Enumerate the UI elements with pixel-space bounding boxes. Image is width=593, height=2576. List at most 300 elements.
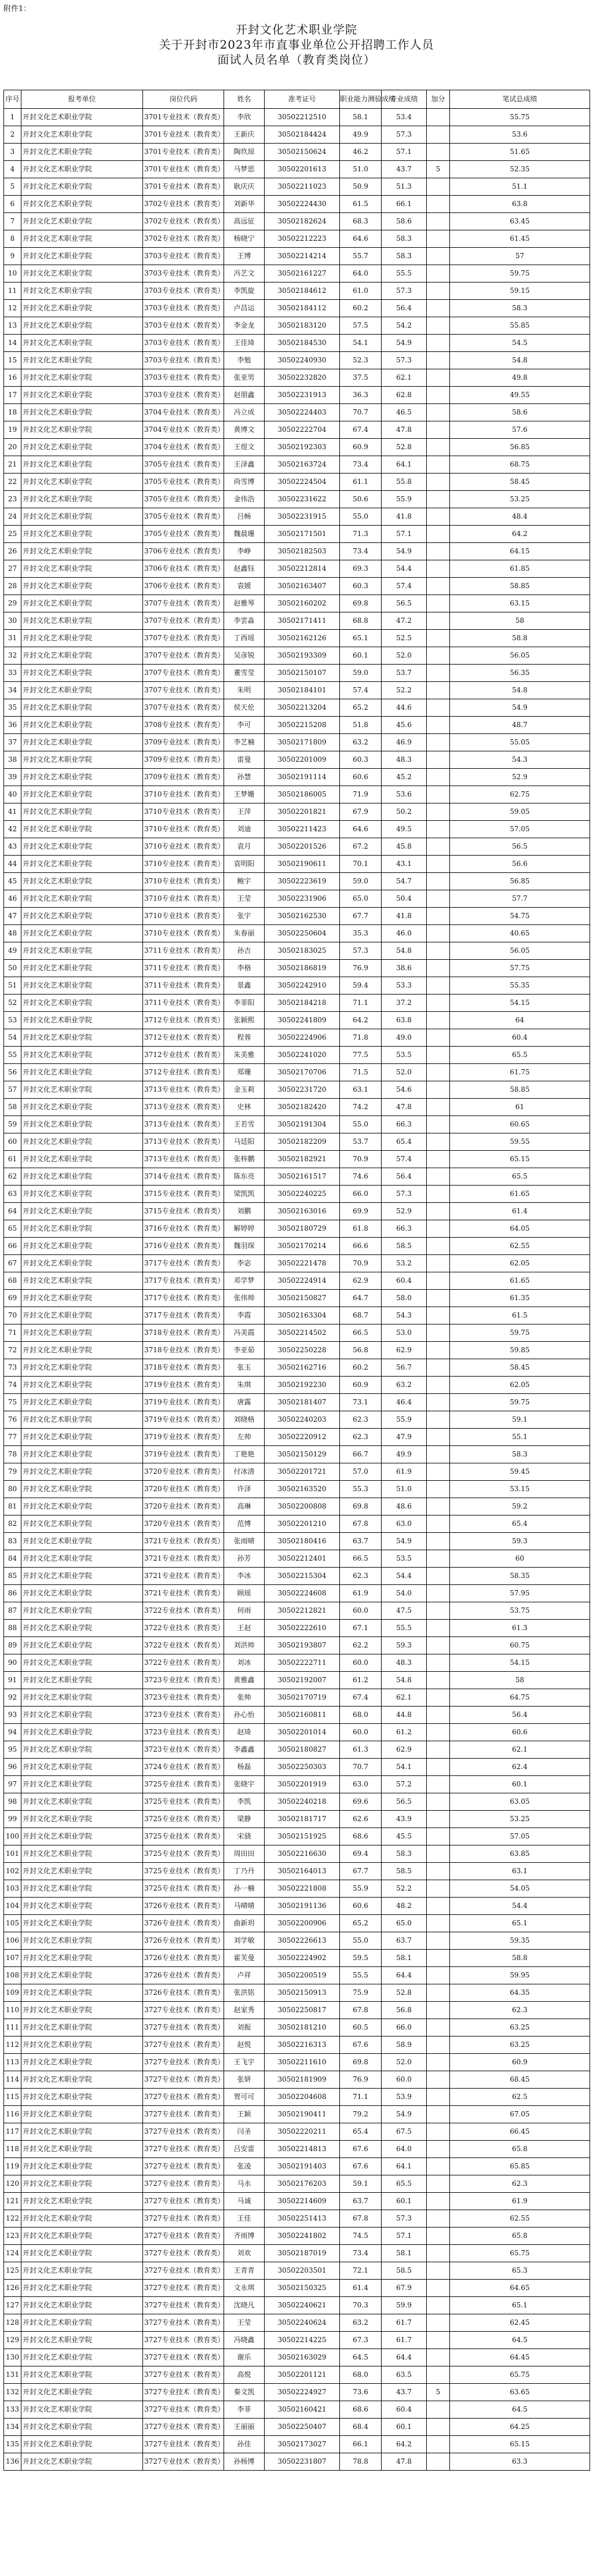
cell-unit: 开封文化艺术职业学院	[21, 856, 143, 873]
cell-professional-score: 54.1	[382, 1759, 427, 1776]
table-row	[4, 491, 590, 508]
cell-ticket-number: 30502220912	[265, 1429, 340, 1446]
cell-bonus	[427, 890, 450, 908]
cell-name: 赵琦	[224, 1724, 265, 1741]
cell-professional-score: 53.2	[382, 1255, 427, 1272]
cell-aptitude-score: 66.5	[340, 1324, 382, 1342]
cell-index: 105	[4, 1915, 21, 1932]
cell-index: 94	[4, 1724, 21, 1741]
cell-unit: 开封文化艺术职业学院	[21, 717, 143, 734]
cell-unit: 开封文化艺术职业学院	[21, 1880, 143, 1898]
cell-bonus	[427, 1133, 450, 1151]
cell-index: 31	[4, 630, 21, 647]
cell-aptitude-score: 60.6	[340, 769, 382, 786]
cell-ticket-number: 30502162530	[265, 908, 340, 925]
cell-bonus	[427, 1064, 450, 1081]
table-row	[4, 109, 590, 126]
table-row	[4, 2193, 590, 2210]
table-row	[4, 1272, 590, 1290]
cell-unit: 开封文化艺术职业学院	[21, 161, 143, 178]
cell-aptitude-score: 57.3	[340, 942, 382, 960]
cell-total-score: 54.5	[450, 335, 590, 352]
table-row	[4, 682, 590, 699]
cell-ticket-number: 30502231906	[265, 890, 340, 908]
cell-total-score: 65.8	[450, 2141, 590, 2158]
cell-name: 张颖熙	[224, 1012, 265, 1029]
cell-index: 64	[4, 1203, 21, 1220]
cell-ticket-number: 30502150129	[265, 1446, 340, 1463]
cell-ticket-number: 30502251413	[265, 2210, 340, 2228]
cell-ticket-number: 30502201009	[265, 751, 340, 769]
cell-name: 李峥	[224, 543, 265, 560]
cell-name: 景鑫	[224, 977, 265, 995]
cell-professional-score: 54.4	[382, 1568, 427, 1585]
cell-index: 83	[4, 1533, 21, 1550]
cell-index: 90	[4, 1654, 21, 1672]
cell-ticket-number: 30502163304	[265, 1307, 340, 1324]
cell-unit: 开封文化艺术职业学院	[21, 1168, 143, 1186]
cell-professional-score: 47.2	[382, 612, 427, 630]
cell-bonus	[427, 2228, 450, 2245]
cell-unit: 开封文化艺术职业学院	[21, 474, 143, 491]
cell-aptitude-score: 55.0	[340, 1116, 382, 1133]
cell-unit: 开封文化艺术职业学院	[21, 1481, 143, 1498]
cell-index: 107	[4, 1950, 21, 1967]
cell-position-code: 3723专业技术（教育类）	[143, 1724, 224, 1741]
cell-position-code: 3727专业技术（教育类）	[143, 2210, 224, 2228]
cell-professional-score: 46.0	[382, 925, 427, 942]
cell-bonus	[427, 1151, 450, 1168]
cell-name: 贾可可	[224, 2089, 265, 2106]
cell-index: 2	[4, 126, 21, 144]
cell-position-code: 3720专业技术（教育类）	[143, 1498, 224, 1515]
cell-unit: 开封文化艺术职业学院	[21, 1707, 143, 1724]
cell-professional-score: 64.0	[382, 2141, 427, 2158]
cell-position-code: 3704专业技术（教育类）	[143, 421, 224, 439]
cell-aptitude-score: 54.1	[340, 335, 382, 352]
table-body	[4, 109, 590, 2471]
table-row	[4, 1950, 590, 1967]
cell-total-score: 56.4	[450, 1707, 590, 1724]
cell-professional-score: 54.9	[382, 543, 427, 560]
cell-unit: 开封文化艺术职业学院	[21, 508, 143, 526]
cell-position-code: 3721专业技术（教育类）	[143, 1585, 224, 1602]
cell-aptitude-score: 60.1	[340, 647, 382, 665]
table-row	[4, 2453, 590, 2471]
cell-total-score: 65.5	[450, 1047, 590, 1064]
cell-index: 114	[4, 2071, 21, 2089]
cell-total-score: 54.8	[450, 352, 590, 369]
cell-position-code: 3705专业技术（教育类）	[143, 508, 224, 526]
cell-position-code: 3723专业技术（教育类）	[143, 1741, 224, 1759]
cell-bonus	[427, 751, 450, 769]
cell-index: 9	[4, 248, 21, 265]
cell-professional-score: 53.9	[382, 2089, 427, 2106]
cell-unit: 开封文化艺术职业学院	[21, 1238, 143, 1255]
cell-name: 卢昌运	[224, 300, 265, 317]
cell-total-score: 55.05	[450, 734, 590, 751]
cell-total-score: 57.05	[450, 821, 590, 838]
cell-ticket-number: 30502184424	[265, 126, 340, 144]
cell-ticket-number: 30502163407	[265, 578, 340, 595]
cell-unit: 开封文化艺术职业学院	[21, 630, 143, 647]
cell-aptitude-score: 61.9	[340, 1585, 382, 1602]
table-row	[4, 1811, 590, 1828]
cell-name: 王若雪	[224, 1116, 265, 1133]
cell-index: 97	[4, 1776, 21, 1793]
cell-position-code: 3711专业技术（教育类）	[143, 977, 224, 995]
cell-bonus	[427, 1550, 450, 1568]
cell-bonus	[427, 317, 450, 335]
cell-bonus	[427, 2245, 450, 2262]
cell-unit: 开封文化艺术职业学院	[21, 1984, 143, 2002]
cell-position-code: 3707专业技术（教育类）	[143, 699, 224, 717]
cell-unit: 开封文化艺术职业学院	[21, 560, 143, 578]
cell-name: 马廷阳	[224, 1133, 265, 1151]
cell-bonus	[427, 526, 450, 543]
cell-index: 81	[4, 1498, 21, 1515]
cell-ticket-number: 30502201919	[265, 1776, 340, 1793]
table-row	[4, 213, 590, 230]
cell-bonus	[427, 1915, 450, 1932]
cell-ticket-number: 30502171809	[265, 734, 340, 751]
cell-total-score: 54.3	[450, 751, 590, 769]
cell-unit: 开封文化艺术职业学院	[21, 1029, 143, 1047]
cell-bonus	[427, 543, 450, 560]
cell-ticket-number: 30502171501	[265, 526, 340, 543]
cell-total-score: 55.35	[450, 977, 590, 995]
cell-unit: 开封文化艺术职业学院	[21, 1654, 143, 1672]
cell-total-score: 59.75	[450, 1324, 590, 1342]
cell-bonus	[427, 647, 450, 665]
cell-total-score: 56.35	[450, 665, 590, 682]
cell-bonus	[427, 1689, 450, 1707]
cell-position-code: 3727专业技术（教育类）	[143, 2228, 224, 2245]
cell-total-score: 65.1	[450, 2297, 590, 2314]
cell-unit: 开封文化艺术职业学院	[21, 2193, 143, 2210]
cell-ticket-number: 30502170719	[265, 1689, 340, 1707]
cell-professional-score: 58.1	[382, 1950, 427, 1967]
cell-aptitude-score: 67.4	[340, 421, 382, 439]
cell-ticket-number: 30502241809	[265, 1012, 340, 1029]
cell-bonus	[427, 369, 450, 387]
cell-name: 高远征	[224, 213, 265, 230]
table-row	[4, 126, 590, 144]
cell-ticket-number: 30502231913	[265, 387, 340, 404]
cell-bonus	[427, 2071, 450, 2089]
cell-professional-score: 52.8	[382, 1984, 427, 2002]
cell-position-code: 3710专业技术（教育类）	[143, 786, 224, 803]
cell-unit: 开封文化艺术职业学院	[21, 248, 143, 265]
cell-total-score: 64.75	[450, 1689, 590, 1707]
cell-bonus	[427, 1498, 450, 1515]
cell-unit: 开封文化艺术职业学院	[21, 1446, 143, 1463]
cell-professional-score: 47.8	[382, 2453, 427, 2471]
cell-position-code: 3713专业技术（教育类）	[143, 1116, 224, 1133]
cell-bonus	[427, 109, 450, 126]
cell-ticket-number: 30502214813	[265, 2141, 340, 2158]
cell-ticket-number: 30502240624	[265, 2314, 340, 2332]
cell-bonus	[427, 387, 450, 404]
cell-position-code: 3718专业技术（教育类）	[143, 1359, 224, 1377]
cell-aptitude-score: 55.0	[340, 1932, 382, 1950]
cell-bonus	[427, 1186, 450, 1203]
cell-unit: 开封文化艺术职业学院	[21, 196, 143, 213]
cell-professional-score: 57.3	[382, 1186, 427, 1203]
cell-aptitude-score: 63.2	[340, 2314, 382, 2332]
cell-ticket-number: 30502216630	[265, 1845, 340, 1863]
cell-name: 赵悦	[224, 2036, 265, 2054]
table-header-row	[4, 90, 590, 109]
cell-ticket-number: 30502193807	[265, 1637, 340, 1654]
cell-index: 23	[4, 491, 21, 508]
cell-name: 李霞	[224, 1307, 265, 1324]
cell-name: 吕安雷	[224, 2141, 265, 2158]
cell-bonus	[427, 1238, 450, 1255]
cell-position-code: 3723专业技术（教育类）	[143, 1689, 224, 1707]
cell-position-code: 3710专业技术（教育类）	[143, 873, 224, 890]
cell-aptitude-score: 61.2	[340, 1672, 382, 1689]
cell-ticket-number: 30502150827	[265, 1290, 340, 1307]
table-row	[4, 925, 590, 942]
cell-ticket-number: 30502240225	[265, 1186, 340, 1203]
cell-professional-score: 63.0	[382, 1515, 427, 1533]
table-row	[4, 543, 590, 560]
cell-ticket-number: 30502211423	[265, 821, 340, 838]
table-row	[4, 1602, 590, 1620]
cell-index: 5	[4, 178, 21, 196]
cell-name: 孙佳	[224, 2436, 265, 2453]
cell-name: 卢祥	[224, 1967, 265, 1984]
table-row	[4, 1394, 590, 1411]
table-row	[4, 2141, 590, 2158]
cell-position-code: 3708专业技术（教育类）	[143, 717, 224, 734]
cell-name: 周田田	[224, 1845, 265, 1863]
cell-ticket-number: 30502182420	[265, 1099, 340, 1116]
cell-position-code: 3703专业技术（教育类）	[143, 265, 224, 282]
table-row	[4, 456, 590, 474]
cell-total-score: 62.5	[450, 2089, 590, 2106]
cell-aptitude-score: 68.3	[340, 213, 382, 230]
cell-aptitude-score: 71.1	[340, 2089, 382, 2106]
table-row	[4, 248, 590, 265]
cell-professional-score: 58.6	[382, 213, 427, 230]
cell-professional-score: 55.9	[382, 491, 427, 508]
table-row	[4, 2228, 590, 2245]
cell-unit: 开封文化艺术职业学院	[21, 1533, 143, 1550]
cell-bonus	[427, 734, 450, 751]
table-row	[4, 1429, 590, 1446]
cell-unit: 开封文化艺术职业学院	[21, 578, 143, 595]
cell-index: 130	[4, 2349, 21, 2366]
cell-aptitude-score: 69.9	[340, 1203, 382, 1220]
cell-position-code: 3727专业技术（教育类）	[143, 2314, 224, 2332]
cell-ticket-number: 30502224608	[265, 1585, 340, 1602]
cell-total-score: 57.7	[450, 890, 590, 908]
table-row	[4, 1220, 590, 1238]
cell-name: 朱明	[224, 682, 265, 699]
cell-professional-score: 49.9	[382, 1446, 427, 1463]
cell-unit: 开封文化艺术职业学院	[21, 1377, 143, 1394]
cell-unit: 开封文化艺术职业学院	[21, 369, 143, 387]
cell-aptitude-score: 62.3	[340, 1568, 382, 1585]
cell-bonus	[427, 2002, 450, 2019]
cell-professional-score: 59.9	[382, 2297, 427, 2314]
cell-aptitude-score: 68.6	[340, 2401, 382, 2419]
cell-professional-score: 46.5	[382, 404, 427, 421]
cell-bonus	[427, 1342, 450, 1359]
table-row	[4, 890, 590, 908]
table-row	[4, 665, 590, 682]
cell-index: 18	[4, 404, 21, 421]
table-row	[4, 2175, 590, 2193]
cell-bonus	[427, 1724, 450, 1741]
cell-ticket-number: 30502184530	[265, 335, 340, 352]
cell-unit: 开封文化艺术职业学院	[21, 890, 143, 908]
cell-bonus	[427, 508, 450, 526]
cell-position-code: 3723专业技术（教育类）	[143, 1707, 224, 1724]
cell-professional-score: 46.4	[382, 1394, 427, 1411]
cell-position-code: 3725专业技术（教育类）	[143, 1880, 224, 1898]
cell-unit: 开封文化艺术职业学院	[21, 2349, 143, 2366]
cell-ticket-number: 30502181909	[265, 2071, 340, 2089]
cell-ticket-number: 30502160421	[265, 2401, 340, 2419]
cell-aptitude-score: 37.5	[340, 369, 382, 387]
cell-aptitude-score: 62.2	[340, 1637, 382, 1654]
title-line-1: 开封文化艺术职业学院	[236, 23, 357, 36]
cell-unit: 开封文化艺术职业学院	[21, 1759, 143, 1776]
cell-name: 李菲	[224, 2401, 265, 2419]
cell-professional-score: 49.5	[382, 821, 427, 838]
cell-index: 44	[4, 856, 21, 873]
cell-bonus	[427, 786, 450, 803]
cell-unit: 开封文化艺术职业学院	[21, 2071, 143, 2089]
cell-professional-score: 57.3	[382, 352, 427, 369]
cell-index: 70	[4, 1307, 21, 1324]
table-row	[4, 1707, 590, 1724]
cell-unit: 开封文化艺术职业学院	[21, 786, 143, 803]
cell-aptitude-score: 61.5	[340, 196, 382, 213]
cell-index: 87	[4, 1602, 21, 1620]
cell-position-code: 3722专业技术（教育类）	[143, 1602, 224, 1620]
cell-total-score: 59.05	[450, 803, 590, 821]
cell-position-code: 3705专业技术（教育类）	[143, 491, 224, 508]
cell-index: 134	[4, 2419, 21, 2436]
cell-position-code: 3710专业技术（教育类）	[143, 890, 224, 908]
cell-aptitude-score: 71.3	[340, 526, 382, 543]
cell-index: 4	[4, 161, 21, 178]
table-row	[4, 2332, 590, 2349]
cell-ticket-number: 30502201526	[265, 838, 340, 856]
cell-position-code: 3703专业技术（教育类）	[143, 282, 224, 300]
cell-aptitude-score: 59.1	[340, 2175, 382, 2193]
table-row	[4, 178, 590, 196]
cell-unit: 开封文化艺术职业学院	[21, 1186, 143, 1203]
cell-unit: 开封文化艺术职业学院	[21, 612, 143, 630]
cell-bonus	[427, 2401, 450, 2419]
cell-bonus	[427, 1967, 450, 1984]
cell-name: 朱春丽	[224, 925, 265, 942]
cell-ticket-number: 30502170706	[265, 1064, 340, 1081]
table-row	[4, 1845, 590, 1863]
cell-name: 齐雨博	[224, 2228, 265, 2245]
cell-total-score: 59.1	[450, 1411, 590, 1429]
cell-professional-score: 66.0	[382, 2019, 427, 2036]
cell-professional-score: 57.3	[382, 2210, 427, 2228]
table-row	[4, 1898, 590, 1915]
cell-unit: 开封文化艺术职业学院	[21, 2019, 143, 2036]
cell-index: 80	[4, 1481, 21, 1498]
cell-name: 王飞宇	[224, 2054, 265, 2071]
cell-unit: 开封文化艺术职业学院	[21, 2158, 143, 2175]
cell-professional-score: 63.2	[382, 1377, 427, 1394]
cell-name: 李金龙	[224, 317, 265, 335]
header-unit: 报考单位	[21, 90, 143, 109]
cell-aptitude-score: 62.3	[340, 1429, 382, 1446]
cell-total-score: 56.05	[450, 647, 590, 665]
cell-name: 马诚	[224, 2193, 265, 2210]
table-row	[4, 1880, 590, 1898]
cell-total-score: 58	[450, 612, 590, 630]
cell-name: 冯立成	[224, 404, 265, 421]
cell-name: 雷曼	[224, 751, 265, 769]
cell-index: 34	[4, 682, 21, 699]
cell-aptitude-score: 60.2	[340, 300, 382, 317]
cell-ticket-number: 30502231807	[265, 2453, 340, 2471]
cell-bonus	[427, 352, 450, 369]
cell-aptitude-score: 64.7	[340, 1290, 382, 1307]
cell-professional-score: 54.7	[382, 873, 427, 890]
cell-name: 袁明阳	[224, 856, 265, 873]
cell-professional-score: 64.1	[382, 2158, 427, 2175]
cell-index: 72	[4, 1342, 21, 1359]
cell-ticket-number: 30502150913	[265, 1984, 340, 2002]
cell-index: 37	[4, 734, 21, 751]
cell-total-score: 59.15	[450, 282, 590, 300]
table-row	[4, 2419, 590, 2436]
cell-name: 丁艳艳	[224, 1446, 265, 1463]
cell-bonus	[427, 1290, 450, 1307]
table-row	[4, 196, 590, 213]
cell-index: 11	[4, 282, 21, 300]
cell-index: 133	[4, 2401, 21, 2419]
cell-position-code: 3707专业技术（教育类）	[143, 647, 224, 665]
cell-professional-score: 67.9	[382, 2280, 427, 2297]
cell-unit: 开封文化艺术职业学院	[21, 2314, 143, 2332]
cell-professional-score: 49.0	[382, 1029, 427, 1047]
cell-name: 王赵	[224, 1620, 265, 1637]
cell-total-score: 57	[450, 248, 590, 265]
cell-ticket-number: 30502192230	[265, 1377, 340, 1394]
cell-professional-score: 53.7	[382, 665, 427, 682]
cell-total-score: 57.95	[450, 1585, 590, 1602]
table-row	[4, 1012, 590, 1029]
cell-unit: 开封文化艺术职业学院	[21, 421, 143, 439]
cell-ticket-number: 30502250228	[265, 1342, 340, 1359]
cell-ticket-number: 30502203501	[265, 2262, 340, 2280]
cell-bonus	[427, 335, 450, 352]
cell-total-score: 61.75	[450, 1064, 590, 1081]
cell-professional-score: 60.1	[382, 2419, 427, 2436]
cell-ticket-number: 30502191403	[265, 2158, 340, 2175]
cell-position-code: 3710专业技术（教育类）	[143, 838, 224, 856]
cell-ticket-number: 30502240930	[265, 352, 340, 369]
cell-total-score: 63.3	[450, 2453, 590, 2471]
table-row	[4, 838, 590, 856]
cell-index: 129	[4, 2332, 21, 2349]
cell-professional-score: 37.2	[382, 995, 427, 1012]
cell-name: 金玉莉	[224, 1081, 265, 1099]
